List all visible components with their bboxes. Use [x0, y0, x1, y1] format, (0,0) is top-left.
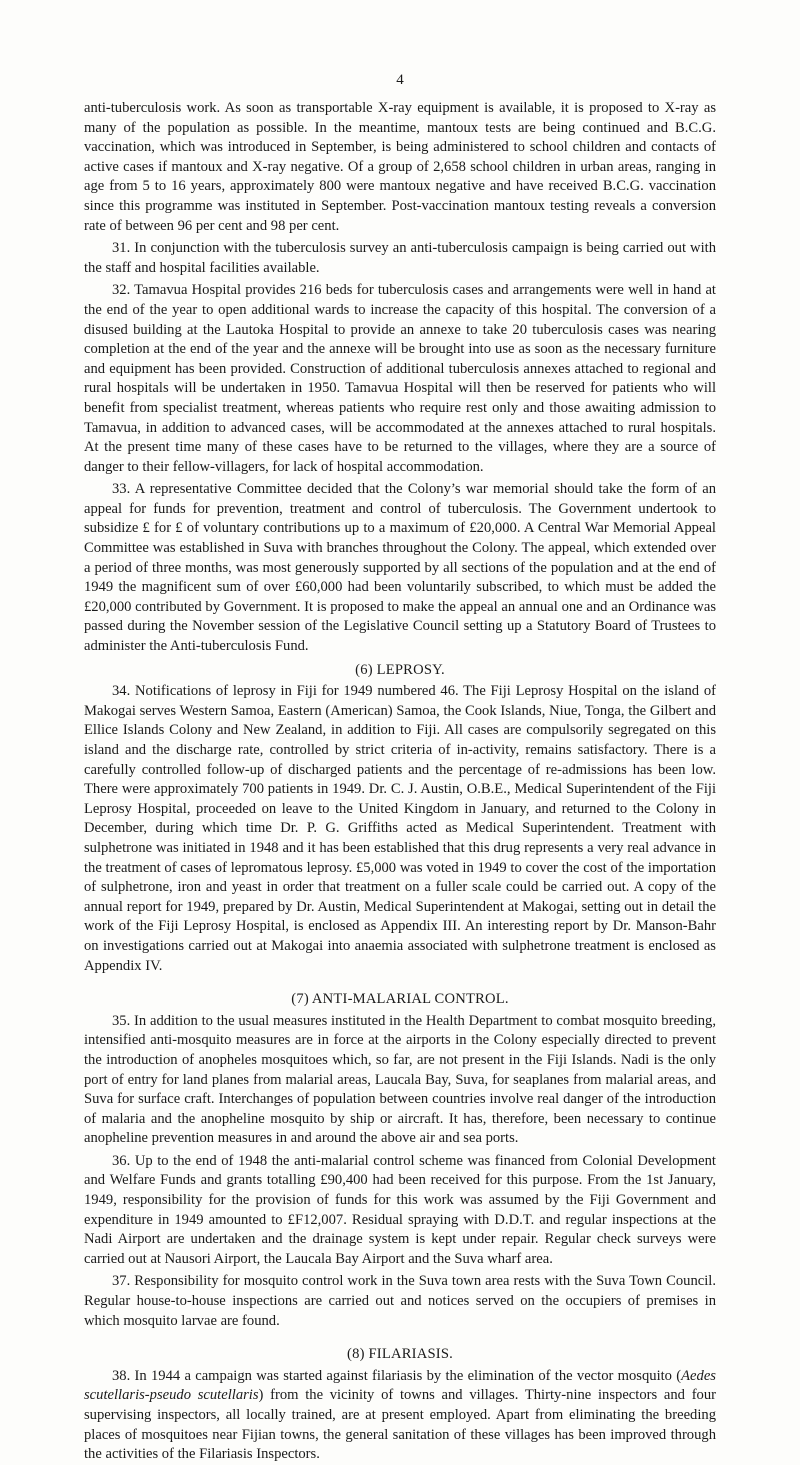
paragraph-38-start: 38. In 1944 a campaign was started against filariasis by the elimination of the vector mosquito (: [112, 1367, 682, 1384]
heading-leprosy: (6) LEPROSY.: [355, 661, 445, 678]
paragraph-35: 35. In addition to the usual measures instituted in the Health Department to combat mosquito breeding, intensified anti-mosquito measures are in force at the airports in the Colony especially directed to prevent the introduction of anopheles mosquitoes which, so far, are not present in the Fiji Islands. Nadi is the only port of entry for land planes from malarial areas, Laucala Bay, Suva, for seaplanes from malarial areas, and Suva for surface craft. Interchanges of population between countries involve real danger of the introduction of malaria and the anopheline mosquito by ship or aircraft. It has, therefore, been necessary to continue anopheline prevention measures in and around the above air and sea ports.: [84, 1012, 716, 1147]
paragraph-intro: anti-tuberculosis work. As soon as transportable X-ray equipment is available, it is proposed to X-ray as many of the population as possible. In the meantime, mantoux tests are being continued and B.C.G. vaccination, which was introduced in September, is being administered to school children and contacts of active cases if mantoux and X-ray negative. Of a group of 2,658 school children in urban areas, ranging in age from 5 to 16 years, approximately 800 were mantoux negative and have received B.C.G. vaccination since this programme was instituted in September. Post-vaccination mantoux testing reveals a conversion rate of between 96 per cent and 98 per cent.: [84, 100, 716, 234]
paragraph-31: 31. In conjunction with the tuberculosis survey an anti-tuberculosis campaign is being carried out with the staff and hospital facilities available.: [84, 240, 716, 276]
heading-anti-malarial-control: (7) ANTI-MALARIAL CONTROL.: [291, 991, 509, 1008]
paragraph-32: 32. Tamavua Hospital provides 216 beds for tuberculosis cases and arrangements were well in hand at the end of the year to open additional wards to increase the capacity of this hospital. The conversion of a disused building at the Lautoka Hospital to provide an annexe to take 20 tuberculosis cases was nearing completion at the end of the year and the annexe will be brought into use as soon as the necessary furniture and equipment has been provided. Construction of additional tuberculosis annexes attached to regional and rural hospitals will be undertaken in 1950. Tamavua Hospital will then be reserved for patients who will benefit from specialist treatment, whereas patients who require rest only and those awaiting admission to Tamavua, in addition to advanced cases, will be accommodated at the annexes attached to rural hospitals. At the present time many of these cases have to be returned to the villages, where they are a source of danger to their fellow-villagers, for lack of hospital accommodation.: [84, 282, 716, 475]
page-number: 4: [396, 72, 404, 88]
paragraph-38: [84, 1367, 716, 1465]
heading-filariasis: (8) FILARIASIS.: [347, 1346, 453, 1363]
paragraph-34: 34. Notifications of leprosy in Fiji for 1949 numbered 46. The Fiji Leprosy Hospital on the island of Makogai serves Western Samoa, Eastern (American) Samoa, the Cook Islands, Niue, Tonga, the Gilbert and Ellice Islands Colony and New Zealand, in addition to Fiji. All cases are compulsorily segregated on this island and the discharge rate, controlled by strict criteria of in-activity, remains satisfactory. There is a carefully controlled follow-up of discharged patients and the percentage of re-admissions has been low. There were approximately 700 patients in 1949. Dr. C. J. Austin, O.B.E., Medical Superintendent of the Fiji Leprosy Hospital, proceeded on leave to the United Kingdom in January, and returned to the Colony in December, during which time Dr. P. G. Griffiths acted as Medical Superintendent. Treatment with sulphetrone was initiated in 1948 and it has been established that this drug represents a very real advance in the treatment of cases of lepromatous leprosy. £5,000 was voted in 1949 to cover the cost of the importation of sulphetrone, iron and yeast in order that treatment on a fuller scale could be carried out. A copy of the annual report for 1949, prepared by Dr. Austin, Medical Superintendent at Makogai, setting out in detail the work of the Fiji Leprosy Hospital, is enclosed as Appendix III. An interesting report by Dr. Manson-Bahr on investigations carried out at Makogai into anaemia associated with sulphetrone treatment is enclosed as Appendix IV.: [84, 683, 716, 974]
paragraph-36: 36. Up to the end of 1948 the anti-malarial control scheme was financed from Colonial Development and Welfare Funds and grants totalling £90,400 had been received for this purpose. From the 1st January, 1949, responsibility for the provision of funds for this work was assumed by the Fiji Government and expenditure in 1949 amounted to £F12,007. Residual spraying with D.D.T. and regular inspections at the Nadi Airport are undertaken and the drainage system is kept under repair. Regular check surveys were carried out at Nausori Airport, the Laucala Bay Airport and the Suva wharf area.: [84, 1152, 716, 1267]
paragraph-37: 37. Responsibility for mosquito control work in the Suva town area rests with the Suva Town Council. Regular house-to-house inspections are carried out and notices served on the occupiers of premises in which mosquito larvae are found.: [84, 1273, 716, 1329]
paragraph-33: 33. A representative Committee decided that the Colony’s war memorial should take the form of an appeal for funds for prevention, treatment and control of tuberculosis. The Government undertook to subsidize £ for £ of voluntary contributions up to a maximum of £20,000. A Central War Memorial Appeal Committee was established in Suva with branches throughout the Colony. The appeal, which extended over a period of three months, was most generously supported by all sections of the population and at the end of 1949 the magnificent sum of over £60,000 had been voluntarily subscribed, to which must be added the £20,000 contributed by Government. It is proposed to make the appeal an annual one and an Ordinance was passed during the November session of the Legislative Council setting up a Statutory Board of Trustees to administer the Anti-tuberculosis Fund.: [84, 481, 716, 655]
paragraph-38-end: ) from the vicinity of towns and villages. Thirty-nine inspectors and four supervising inspectors, all locally trained, are at present employed. Apart from eliminating the breeding places of mosquitoes near Fijian towns, the general sanitation of these villages has been improved through the activities of the Filariasis Inspectors.: [84, 1387, 717, 1463]
species-name: Aedes scutellaris-pseudo scutellaris: [84, 1367, 716, 1404]
